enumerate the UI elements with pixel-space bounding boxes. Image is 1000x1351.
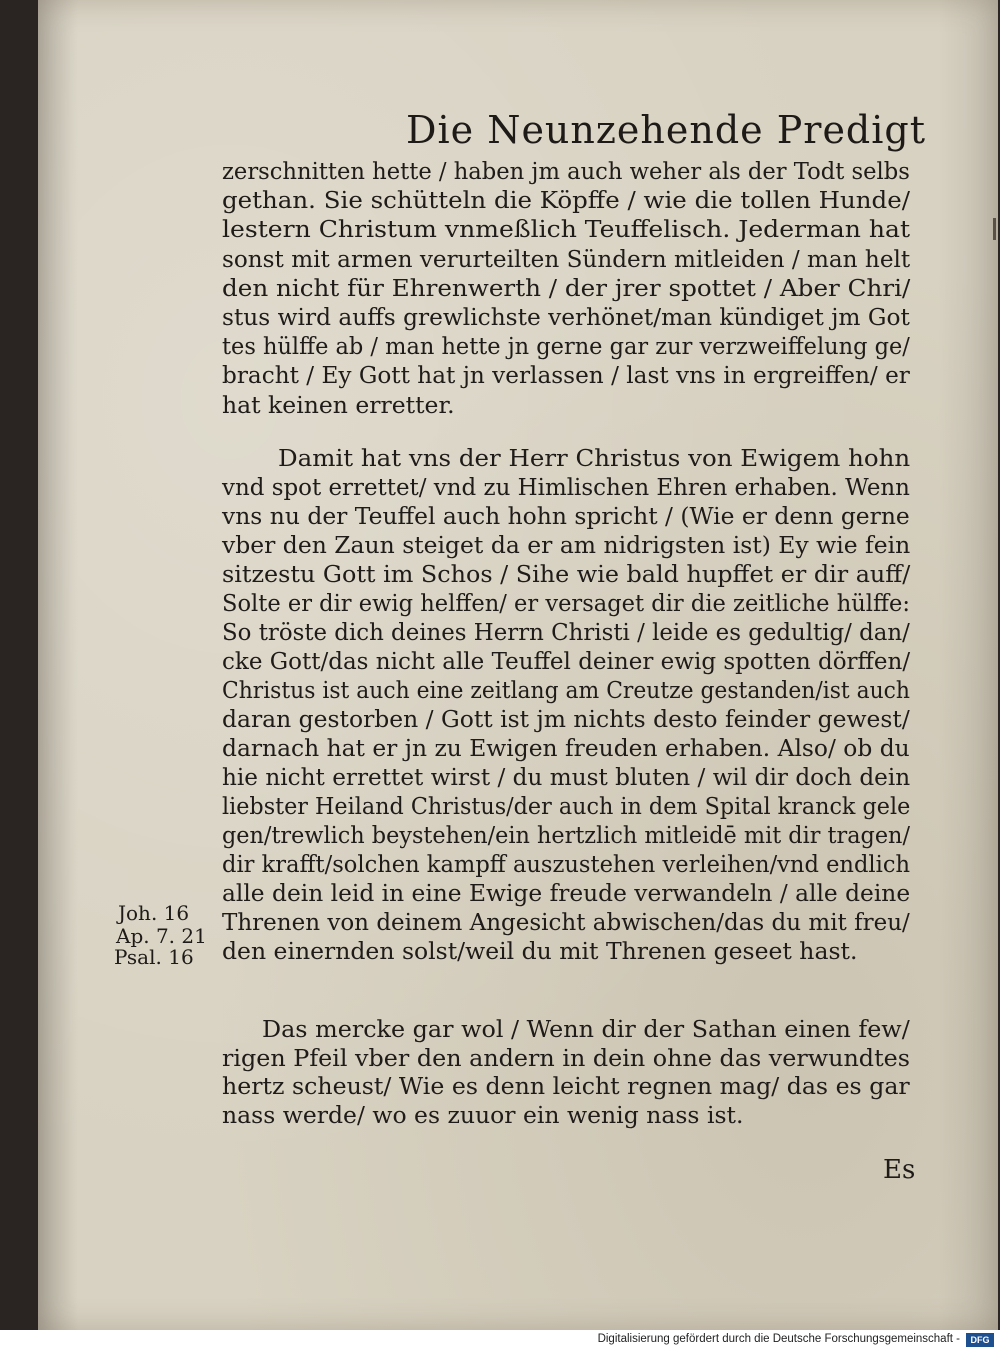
text-line: alle dein leid in eine Ewige freude verwandeln / alle deine xyxy=(222,879,911,907)
margin-note-psal: Psal. 16 xyxy=(114,945,194,969)
text-line: hie nicht errettet wirst / du must bluten / wil dir doch dein xyxy=(222,763,911,791)
text-line: stus wird auffs grewlichste verhönet/man kündiget jm Got xyxy=(222,303,910,331)
page-header: Die Neunzehende Predigt xyxy=(406,108,927,152)
text-line: cke Gott/das nicht alle Teuffel deiner ewig spotten dörffen/ xyxy=(222,647,911,675)
text-line: hat keinen erretter. xyxy=(222,390,455,419)
text-line: Das mercke gar wol / Wenn dir der Sathan einen few/ xyxy=(262,1015,910,1043)
text-line: nass werde/ wo es zuuor ein wenig nass ist. xyxy=(222,1100,744,1129)
text-line: bracht / Ey Gott hat jn verlassen / last vns in ergreiffen/ er xyxy=(222,361,910,390)
text-line: vnd spot errettet/ vnd zu Himlischen Ehren erhaben. Wenn xyxy=(222,473,910,501)
text-line: hertz scheust/ Wie es denn leicht regnen mag/ das es gar xyxy=(222,1072,910,1100)
text-line: sonst mit armen verurteilten Sündern mitleiden / man helt xyxy=(222,244,911,273)
text-line: gethan. Sie schütteln die Köpffe / wie die tollen Hunde/ xyxy=(222,186,910,215)
text-line: den einernden solst/weil du mit Threnen geseet hast. xyxy=(222,937,858,965)
text-line: Threnen von deinem Angesicht abwischen/das du mit freu/ xyxy=(222,908,910,936)
text-line: darnach hat er jn zu Ewigen freuden erhaben. Also/ ob du xyxy=(222,734,910,762)
footer-credit: Digitalisierung gefördert durch die Deutsche Forschungsgemeinschaft - xyxy=(597,1333,960,1345)
text-line: sitzestu Gott im Schos / Sihe wie bald hupffet er dir auff/ xyxy=(222,560,911,588)
dfg-logo: DFG xyxy=(966,1333,994,1347)
text-line: So tröste dich deines Herrn Christi / leide es gedultig/ dan/ xyxy=(222,618,910,646)
margin-note-joh: Joh. 16 xyxy=(118,901,190,925)
text-line: zerschnitten hette / haben jm auch weher als der Todt selbs xyxy=(222,157,910,185)
text-line: Solte er dir ewig helffen/ er versaget dir die zeitliche hülffe: xyxy=(222,589,910,617)
text-line: den nicht für Ehrenwerth / der jrer spottet / Aber Chri/ xyxy=(222,273,911,302)
text-line: Damit hat vns der Herr Christus von Ewigem hohn xyxy=(278,444,911,472)
margin-note-ap: Ap. 7. 21 xyxy=(116,924,207,948)
text-line: liebster Heiland Christus/der auch in dem Spital kranck gele xyxy=(222,792,911,820)
text-line: daran gestorben / Gott ist jm nichts desto feinder gewest/ xyxy=(222,705,910,733)
text-line: rigen Pfeil vber den andern in dein ohne das verwundtes xyxy=(222,1043,910,1072)
text-line: lestern Christum vnmeßlich Teuffelisch. Jederman hat xyxy=(222,215,911,244)
scanned-page xyxy=(38,0,998,1330)
text-line: Christus ist auch eine zeitlang am Creutze gestanden/ist auch xyxy=(222,676,910,704)
catchword: Es xyxy=(883,1155,916,1185)
text-line: vber den Zaun steiget da er am nidrigsten ist) Ey wie fein xyxy=(222,531,911,559)
digitization-footer xyxy=(0,1330,1000,1351)
text-line: vns nu der Teuffel auch hohn spricht / (Wie er denn gerne xyxy=(222,502,910,530)
text-line: tes hülffe ab / man hette jn gerne gar zur verzweiffelung ge/ xyxy=(222,332,910,361)
text-line: dir krafft/solchen kampff auszustehen verleihen/vnd endlich xyxy=(222,850,910,878)
text-line: gen/trewlich beystehen/ein hertzlich mitleidē mit dir tragen/ xyxy=(222,821,910,849)
page-edge-mark xyxy=(993,218,996,240)
